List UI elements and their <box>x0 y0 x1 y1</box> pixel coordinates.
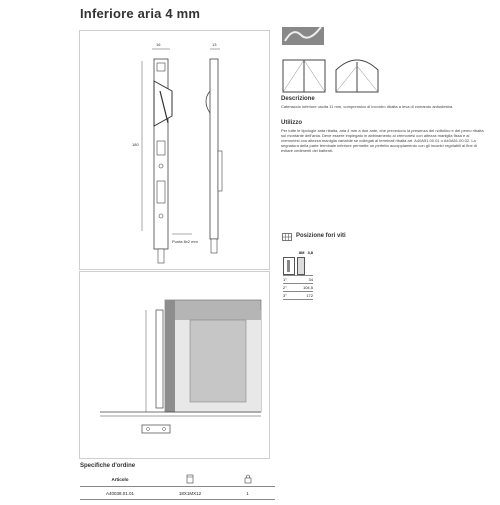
order-qty: 1 <box>246 490 249 496</box>
holes-row: 1° 34 <box>283 277 313 282</box>
dim-width-side: 13 <box>212 42 217 47</box>
product-logo <box>281 24 325 48</box>
order-col-article: Articolo <box>111 476 129 482</box>
window-type-icon-2 <box>334 56 380 94</box>
holes-heading: Posizione fori viti <box>296 233 346 239</box>
order-article: A40038.01.01 <box>105 490 135 496</box>
grid-icon <box>282 233 292 241</box>
holes-col2: 3,8 <box>307 250 313 255</box>
window-type-icon-1 <box>281 58 327 94</box>
order-table <box>80 472 275 500</box>
usage-text: Per tutte le tipologie anta ribalta, aria 4 mm a due ante, che prevedono la presenza del nottolino e del perno ribalta sul montante dell'anta. Deve essere impiegato in abbinamento ai cremonesi con altezza maniglia fissa e ai cremonesi con altezza maniglia variabile se collegati ai terminali ribalta art. A40A51.00.01 o A40A51.00.02. La segnatura della parte terminale inferiore permette un perfetto accoppiamento con gli incontri regolabili al fine di evitare cedimenti dei battenti. <box>281 128 484 153</box>
holes-row: 3° 172 <box>283 293 313 298</box>
holes-col1: 8M <box>298 250 305 255</box>
frame-section-drawing <box>80 272 269 458</box>
lock-icon <box>220 474 275 485</box>
page-title: Inferiore aria 4 mm <box>80 6 201 21</box>
description-text: Catenaccio inferiore uscita 11 mm, comprensivo di incontro ribalta a leva di comando antiodestra. <box>281 104 454 109</box>
order-heading: Specifiche d'ordine <box>80 463 136 469</box>
bolt-drawing <box>80 31 269 269</box>
installation-drawing-panel <box>79 271 270 459</box>
screw-icon <box>283 257 295 275</box>
holes-table <box>283 250 313 300</box>
box-icon <box>160 474 220 485</box>
description-heading: Descrizione <box>281 96 315 102</box>
holes-row: 2° 104,5 <box>283 285 313 290</box>
order-pack: 18X1MX12 <box>178 490 202 496</box>
technical-drawing-panel <box>79 30 270 270</box>
dim-width-front: 16 <box>156 42 161 47</box>
usage-heading: Utilizzo <box>281 120 302 126</box>
order-row <box>80 487 275 500</box>
dim-height: 180 <box>132 142 139 147</box>
rod-note: Punta 8x2 mm <box>172 239 198 244</box>
screw-head-icon <box>297 257 305 275</box>
